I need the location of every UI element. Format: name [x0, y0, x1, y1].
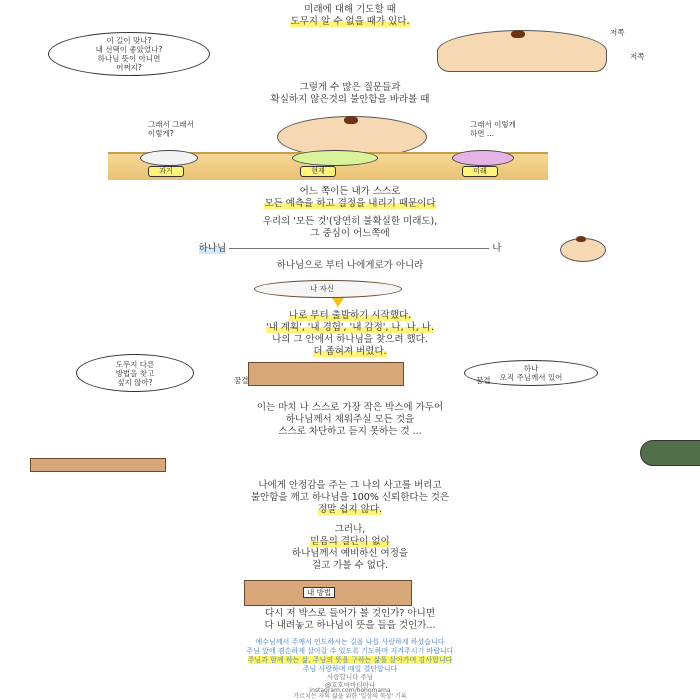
- text-line-1: 미래에 대해 기도할 때: [304, 4, 396, 15]
- text-line-6: 모든 예측을 하고 결정을 내리기 때문이다: [264, 198, 436, 209]
- side-note-3: 그래서 그래서 이렇게?: [148, 120, 194, 138]
- hair-icon: [511, 30, 525, 38]
- text-line-23: 하나님께서 예비하신 여정을: [291, 548, 409, 559]
- credit-link: instagram.com/hohomama: [309, 687, 391, 694]
- sign-past: 과거: [148, 166, 184, 177]
- text-line-10: 하나님으로 부터 나에게로가 아니라: [276, 260, 424, 271]
- down-arrow-icon: [332, 298, 344, 307]
- text-line-5: 어느 쪽이든 내가 스스로: [299, 186, 401, 197]
- plate-icon: [292, 150, 378, 166]
- text-line-3: 그렇게 수 많은 질문들과: [299, 82, 401, 93]
- footer-line-4: 주님 사랑하며 매일 결단합니다: [302, 665, 398, 673]
- text-line-15: 이는 마치 나 스스로 가장 작은 박스에 가두어: [256, 402, 444, 413]
- text-line-24: 걸고 가볼 수 없다.: [311, 560, 389, 571]
- side-note-2: 저쪽: [630, 52, 645, 61]
- text-line-21: 그러나,: [334, 524, 366, 535]
- text-line-26: 다 내려놓고 하나님이 뜻을 들을 것인가...: [264, 620, 436, 631]
- plate-icon: [140, 150, 198, 166]
- text-line-20: 정말 쉽지 않다.: [317, 504, 383, 515]
- text-line-11: 나로 부터 출발하기 시작했다.: [288, 310, 412, 321]
- text-line-18: 나에게 안정감을 주는 그 나의 사고를 버리고: [258, 480, 442, 491]
- credit-handle: @호호마마티아나: [324, 681, 376, 689]
- text-line-12: '내 계획', '내 경험', '내 감정', 나, 나, 나.: [265, 322, 435, 333]
- footer-line-1: 예수님께서 주께서 인도하시는 길을 나를 사랑하게 하셨습니다: [255, 638, 445, 646]
- self-box: [248, 362, 404, 386]
- plate-icon: [452, 150, 514, 166]
- text-line-22: 믿음의 결단이 없이: [310, 536, 390, 547]
- hair-icon: [344, 116, 358, 124]
- footer-line-2: 주님 앞에 겸손하게 살아갈 수 있도록 기도하며 지켜주시기 바랍니다: [246, 647, 454, 655]
- text-line-13: 나의 그 안에서 하나님을 찾으려 했다.: [272, 334, 428, 345]
- bubble-left: 도무지 다른 방법을 찾고 싶지 않아?: [76, 354, 194, 392]
- text-line-9: 하나님 나: [198, 243, 502, 254]
- credit-note: 가르치는 자의 삶을 위한 '일상의 묵상' 기록: [293, 693, 407, 700]
- text-line-14: 더 좁혀져 버렸다.: [313, 346, 387, 357]
- box-label-bottom: 내 방법: [303, 587, 335, 598]
- box-label-top: 나 자신: [310, 284, 335, 293]
- text-line-16: 하나님께서 채워주실 모든 것을: [285, 414, 415, 425]
- side-note-6: 꿈결: [234, 376, 249, 385]
- side-note-7: 꿈결: [476, 376, 491, 385]
- footer-line-5: 사랑합니다 주님: [326, 673, 374, 681]
- worry-bubble: 이 길이 맞나? 내 선택이 좋았었나? 하나님 뜻이 아니면 어쩌지?: [48, 32, 210, 76]
- flying-person-icon: [640, 440, 700, 466]
- side-note-1: 저쪽: [610, 28, 625, 37]
- text-line-2: 도무지 알 수 없을 때가 있다.: [290, 16, 410, 27]
- open-box: [30, 458, 166, 472]
- text-line-17: 스스로 차단하고 듣지 못하는 것 ...: [278, 426, 422, 437]
- bubble-right: 하나 오직 주님께서 있어: [464, 360, 598, 386]
- footer-line-3: 주님과 함께 하는 삶, 주님의 뜻을 구하는 삶을 살아가며 감사합니다: [247, 656, 453, 664]
- text-line-25: 다시 저 박스로 들어가 볼 것인가? 아니면: [265, 608, 435, 619]
- text-line-8: 그 중심이 어느쪽에: [310, 228, 390, 239]
- text-line-7: 우리의 '모든 것'(당연히 불확실한 미래도),: [262, 216, 438, 227]
- sign-future: 미래: [462, 166, 498, 177]
- text-line-19: 불안함을 깨고 하나님을 100% 신뢰한다는 것은: [250, 492, 450, 503]
- hair-icon: [576, 236, 586, 242]
- text-line-4: 확실하지 않은것의 불안함을 바라볼 때: [270, 94, 430, 105]
- sign-present: 현재: [300, 166, 336, 177]
- side-note-4: 그래서 이렇게 하면 ...: [470, 120, 516, 138]
